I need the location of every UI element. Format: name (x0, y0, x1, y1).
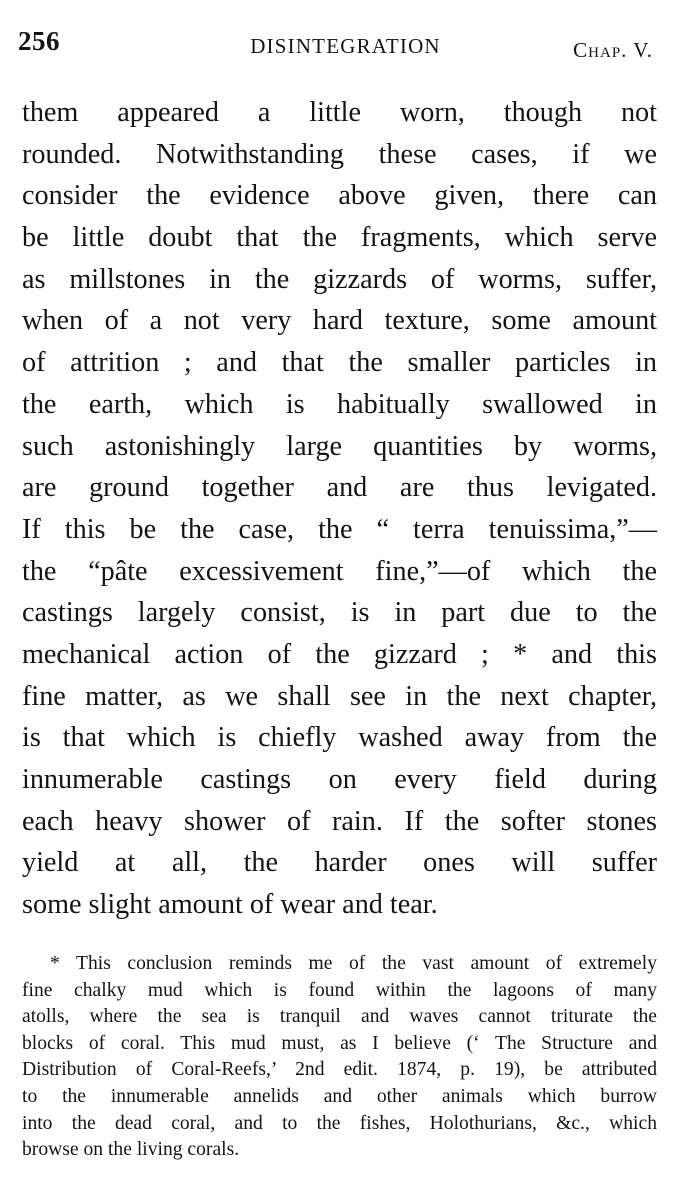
body-line: such astonishingly large quantities by worms, (22, 430, 657, 462)
footnote-line: Distribution of Coral-Reefs,’ 2nd edit. 1874, p. 19), be attributed (22, 1059, 657, 1081)
body-line: of attrition ; and that the smaller particles in (22, 347, 657, 379)
body-line: mechanical action of the gizzard ; * and this (22, 638, 657, 670)
body-line: castings largely consist, is in part due to the (22, 597, 657, 629)
chapter-reference: Chap. V. (573, 38, 653, 62)
body-line: yield at all, the harder ones will suffer (22, 847, 657, 879)
footnote-line: fine chalky mud which is found within the lagoons of many (22, 979, 657, 1001)
footnote-line: blocks of coral. This mud must, as I believe (‘ The Structure and (22, 1032, 657, 1054)
page-number: 256 (18, 26, 60, 56)
body-line: rounded. Notwithstanding these cases, if we (22, 138, 657, 170)
footnote-line: atolls, where the sea is tranquil and waves cannot triturate the (22, 1006, 657, 1028)
body-line: innumerable castings on every field during (22, 764, 657, 795)
body-line: are ground together and are thus levigated. (22, 472, 657, 504)
body-line: as millstones in the gizzards of worms, suffer, (22, 263, 657, 295)
footnote-line: * This conclusion reminds me of the vast amount of extremely (50, 953, 657, 974)
footnote-line: into the dead coral, and to the fishes, Holothurians, &c., which (22, 1112, 657, 1134)
body-line: some slight amount of wear and tear. (22, 889, 438, 921)
body-line: them appeared a little worn, though not (22, 97, 657, 128)
body-line: fine matter, as we shall see in the next chapter, (22, 680, 657, 712)
body-text (22, 92, 657, 926)
body-line: the earth, which is habitually swallowed in (22, 388, 657, 420)
footnote-line: browse on the living corals. (22, 1139, 240, 1161)
footnote-line: to the innumerable annelids and other animals which burrow (22, 1085, 657, 1107)
running-title: DISINTEGRATION (250, 34, 441, 58)
footnote (22, 951, 657, 1164)
body-line: consider the evidence above given, there can (22, 180, 657, 212)
body-line: each heavy shower of rain. If the softer stones (22, 805, 657, 837)
running-head (18, 26, 653, 66)
body-line: be little doubt that the fragments, which serve (22, 222, 657, 254)
body-line: is that which is chiefly washed away from the (22, 722, 657, 754)
body-line: when of a not very hard texture, some amount (22, 305, 657, 337)
body-line: If this be the case, the “ terra tenuissima,”— (22, 513, 657, 545)
body-line: the “pâte excessivement fine,”—of which the (22, 555, 657, 587)
